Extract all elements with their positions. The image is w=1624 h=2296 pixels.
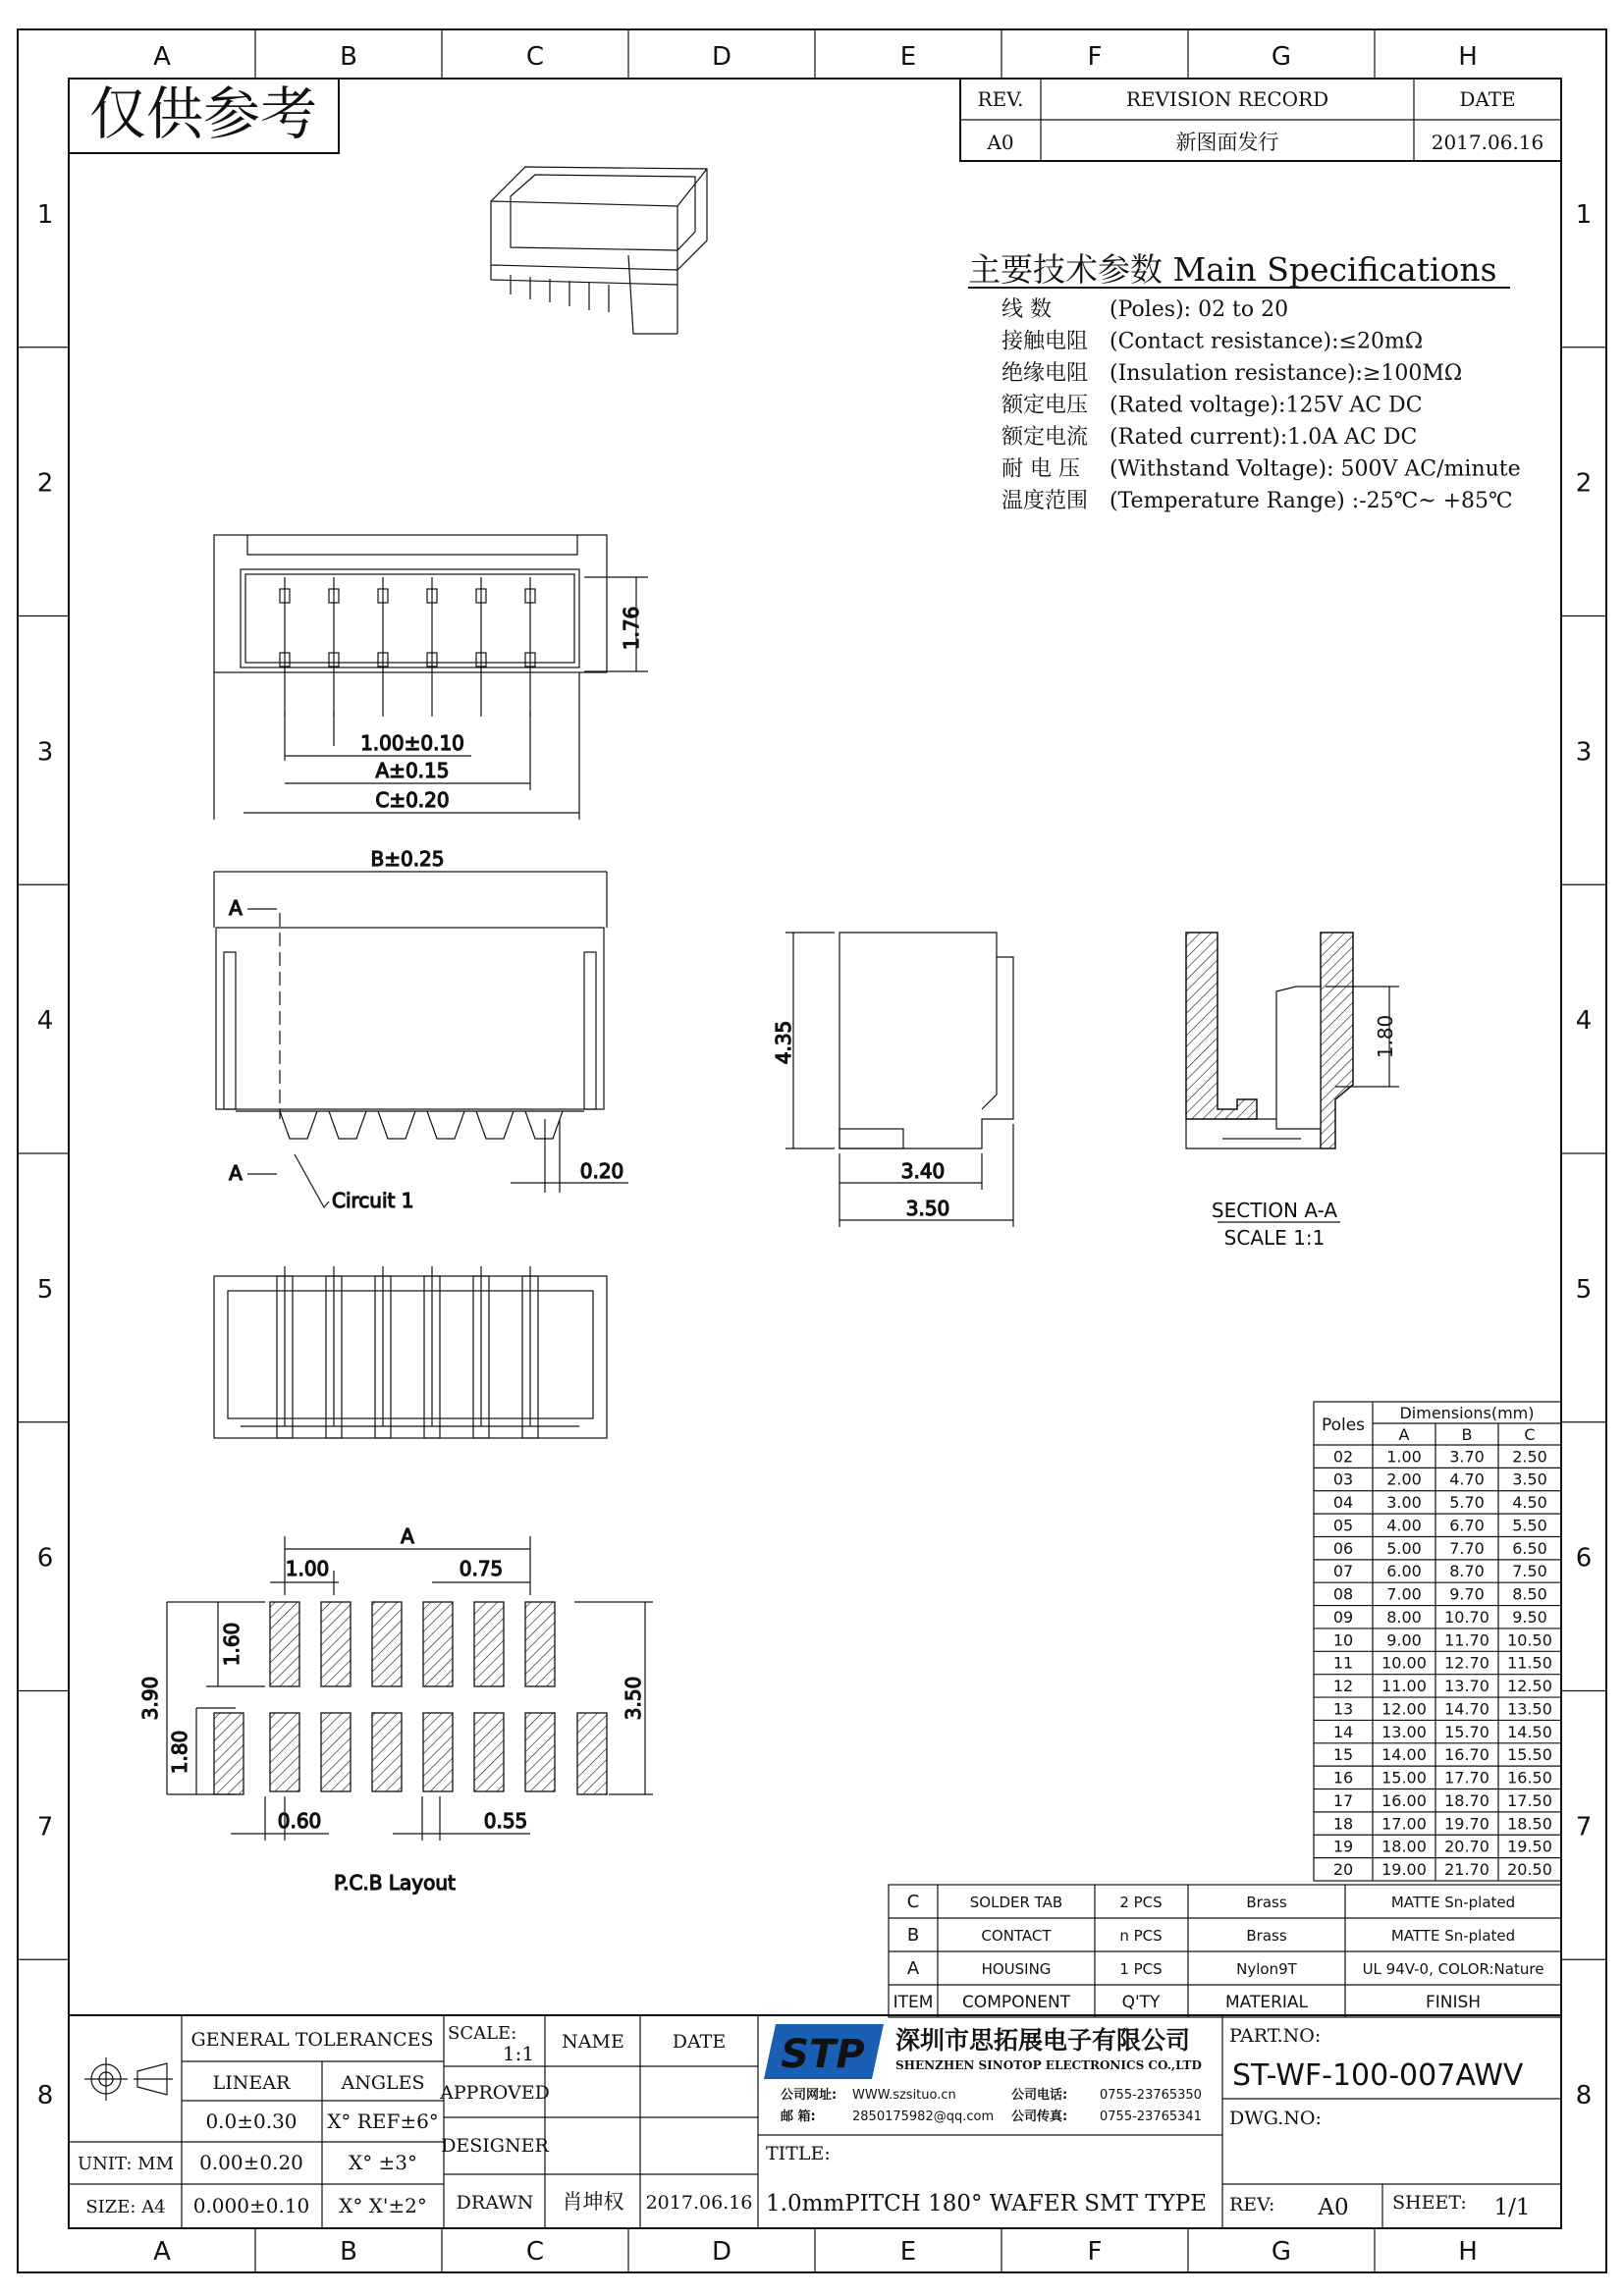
logo-text: STP [781, 2032, 865, 2077]
title-block [69, 2015, 1561, 2228]
col-label-top: D [711, 42, 732, 72]
dimtable-cell: 8.50 [1512, 1584, 1547, 1604]
part-no-value: ST-WF-100-007AWV [1232, 2058, 1524, 2093]
spec-label-cn: 温度范围 [1001, 489, 1089, 513]
stamp-text: 仅供参考 [88, 80, 318, 147]
dimtable-cell: 17.70 [1444, 1768, 1489, 1788]
revision-description: 新图面发行 [1175, 131, 1279, 154]
bom-header-cell: Q'TY [1121, 1993, 1161, 2012]
col-label-bottom: E [899, 2237, 917, 2267]
dimtable-cell: 13.00 [1381, 1722, 1427, 1741]
tol-linear-3: 0.000±0.10 [192, 2194, 310, 2217]
drawn-date: 2017.06.16 [645, 2192, 753, 2214]
sheet-label: SHEET: [1392, 2192, 1467, 2214]
dimtable-cell: 2.50 [1512, 1447, 1547, 1467]
col-label-top: A [153, 42, 171, 72]
specs-title: 主要技术参数 Main Specifications [968, 250, 1497, 289]
dim-3-50: 3.50 [905, 1197, 950, 1220]
dimtable-cell: 6.50 [1512, 1538, 1547, 1558]
bom-cell: MATTE Sn-plated [1390, 1894, 1516, 1911]
spec-label-cn: 线 数 [1001, 297, 1052, 322]
date-header: DATE [1459, 87, 1516, 111]
dimtable-col-a: A [1398, 1425, 1410, 1444]
section-mark-top: A [229, 896, 243, 920]
pcb-dim-3-50: 3.50 [622, 1676, 645, 1721]
revision-record-header: REVISION RECORD [1125, 87, 1329, 111]
drawing-title: 1.0mmPITCH 180° WAFER SMT TYPE [766, 2191, 1208, 2216]
row-label-left: 2 [36, 468, 54, 499]
spec-value-en: (Temperature Range) :-25℃~ +85℃ [1110, 489, 1513, 513]
rev-value-tb: A0 [1318, 2195, 1349, 2220]
dim-1-80-section: 1.80 [1374, 1014, 1397, 1059]
row-label-right: 5 [1575, 1274, 1593, 1305]
dimtable-cell: 20 [1332, 1860, 1354, 1879]
dimtable-cell: 12.50 [1507, 1677, 1552, 1696]
dimtable-cell: 16.50 [1507, 1768, 1552, 1788]
dimtable-cell: 14.00 [1381, 1745, 1427, 1765]
dimtable-cell: 04 [1332, 1493, 1354, 1513]
row-label-left: 7 [36, 1812, 54, 1842]
dimtable-cell: 08 [1332, 1584, 1354, 1604]
dimtable-cell: 16.00 [1381, 1790, 1427, 1810]
dim-c: C±0.20 [375, 788, 450, 812]
dimtable-cell: 16.70 [1444, 1745, 1489, 1765]
tol-angle-1: X° REF±6° [327, 2109, 439, 2133]
date-header-tb: DATE [672, 2031, 727, 2053]
spec-label-cn: 耐 电 压 [1001, 456, 1080, 482]
circuit-1-label: Circuit 1 [332, 1189, 414, 1212]
dimtable-cell: 11.50 [1507, 1653, 1552, 1673]
section-title: SECTION A-A [1211, 1199, 1338, 1222]
dim-4-35: 4.35 [772, 1020, 795, 1065]
dimtable-cell: 16 [1332, 1768, 1354, 1788]
bom-header-cell: FINISH [1425, 1993, 1482, 2012]
dimtable-cell: 19.00 [1381, 1860, 1427, 1879]
isometric-view [491, 167, 707, 334]
tel-label: 公司电话: [1011, 2088, 1068, 2103]
col-label-top: C [525, 42, 545, 72]
bottom-view [214, 1266, 607, 1438]
dimtable-cell: 12.00 [1381, 1699, 1427, 1719]
size-label: SIZE: A4 [85, 2197, 166, 2217]
company-logo [764, 2024, 884, 2079]
dimtable-cell: 18.00 [1381, 1837, 1427, 1856]
row-grid [18, 200, 1606, 2110]
rev-value: A0 [987, 131, 1014, 154]
company-name-cn: 深圳市思拓展电子有限公司 [895, 2026, 1191, 2055]
dimtable-cell: 7.00 [1386, 1584, 1422, 1604]
dimtable-cell: 19 [1332, 1837, 1354, 1856]
section-view [1186, 933, 1399, 1250]
col-label-top: B [340, 42, 357, 72]
sheet-value: 1/1 [1493, 2195, 1531, 2220]
dwg-no-label: DWG.NO: [1229, 2108, 1322, 2129]
revision-date: 2017.06.16 [1431, 131, 1544, 154]
spec-value-en: (Rated current):1.0A AC DC [1110, 425, 1418, 450]
fax-label: 公司传真: [1011, 2109, 1068, 2124]
spec-label-cn: 绝缘电阻 [1001, 361, 1089, 386]
bom-cell: 2 PCS [1119, 1894, 1163, 1911]
unit-label: UNIT: MM [77, 2154, 175, 2174]
dimtable-cell: 03 [1332, 1469, 1354, 1489]
dimtable-cell: 12 [1332, 1677, 1354, 1696]
bom-cell: CONTACT [981, 1927, 1052, 1945]
drawn-name: 肖坤权 [562, 2190, 624, 2214]
pcb-dim-0-60: 0.60 [277, 1809, 322, 1833]
general-tolerances-label: GENERAL TOLERANCES [190, 2029, 434, 2051]
dimtable-cell: 9.70 [1449, 1584, 1485, 1604]
spec-value-en: (Withstand Voltage): 500V AC/minute [1110, 456, 1521, 482]
col-label-top: E [899, 42, 917, 72]
dimtable-cell: 13 [1332, 1699, 1354, 1719]
dimtable-cell: 07 [1332, 1562, 1354, 1581]
scale-value: 1:1 [502, 2042, 535, 2065]
spec-label-cn: 额定电压 [1001, 393, 1089, 418]
dimtable-cell: 11 [1332, 1653, 1354, 1673]
dimtable-cell: 6.70 [1449, 1516, 1485, 1535]
dimtable-cell: 05 [1332, 1516, 1354, 1535]
col-label-bottom: B [340, 2237, 357, 2267]
angles-label: ANGLES [341, 2072, 425, 2094]
bom-cell: MATTE Sn-plated [1390, 1927, 1516, 1945]
dimtable-cell: 8.70 [1449, 1562, 1485, 1581]
dimtable-col-b: B [1461, 1425, 1473, 1444]
dimtable-cell: 10.00 [1381, 1653, 1427, 1673]
dim-b: B±0.25 [370, 847, 445, 871]
dimtable-cell: 5.00 [1386, 1538, 1422, 1558]
designer-label: DESIGNER [441, 2135, 549, 2157]
approved-label: APPROVED [440, 2082, 550, 2104]
tol-linear-2: 0.00±0.20 [199, 2151, 303, 2174]
dimtable-cell: 20.50 [1507, 1860, 1552, 1879]
dimtable-cell: 13.70 [1444, 1677, 1489, 1696]
col-label-bottom: G [1271, 2237, 1292, 2267]
rev-header: REV. [977, 87, 1024, 111]
dimtable-cell: 14.70 [1444, 1699, 1489, 1719]
dim-3-40: 3.40 [900, 1159, 946, 1183]
bom-cell: Brass [1246, 1894, 1287, 1911]
dimtable-cell: 19.70 [1444, 1814, 1489, 1834]
pcb-layout-label: P.C.B Layout [334, 1871, 456, 1895]
dimtable-cell: 20.70 [1444, 1837, 1489, 1856]
dimtable-cell: 14.50 [1507, 1722, 1552, 1741]
dimtable-cell: 09 [1332, 1607, 1354, 1627]
top-view [214, 535, 648, 820]
pcb-layout [138, 1524, 653, 1895]
row-label-left: 3 [36, 737, 54, 768]
bom-cell: 1 PCS [1119, 1960, 1163, 1978]
dimtable-cell: 02 [1332, 1447, 1354, 1467]
dimtable-cell: 17.50 [1507, 1790, 1552, 1810]
title-label: TITLE: [766, 2143, 831, 2164]
bom-header-cell: MATERIAL [1224, 1993, 1309, 2012]
bom-cell: C [906, 1892, 920, 1912]
dim-a: A±0.15 [375, 759, 450, 782]
dimtable-cell: 18.50 [1507, 1814, 1552, 1834]
dim-1-76: 1.76 [620, 606, 643, 651]
bom-header-cell: COMPONENT [961, 1993, 1071, 2012]
dimtable-cell: 2.00 [1386, 1469, 1422, 1489]
dimtable-cell: 14 [1332, 1722, 1354, 1741]
bom-cell: HOUSING [981, 1960, 1052, 1978]
row-label-right: 4 [1575, 1006, 1593, 1037]
pcb-dim-0-75: 0.75 [459, 1557, 504, 1580]
dimtable-cell: 5.70 [1449, 1493, 1485, 1513]
col-label-bottom: A [153, 2237, 171, 2267]
dimtable-cell: 10.50 [1507, 1630, 1552, 1650]
name-header: NAME [562, 2031, 624, 2053]
row-label-left: 6 [36, 1543, 54, 1574]
bom-header-cell: ITEM [893, 1993, 934, 2012]
dimtable-cell: 13.50 [1507, 1699, 1552, 1719]
dim-0-20: 0.20 [579, 1159, 624, 1183]
col-label-bottom: C [525, 2237, 545, 2267]
tel-value: 0755-23765350 [1100, 2088, 1202, 2103]
front-view [214, 847, 628, 1212]
row-label-right: 2 [1575, 468, 1593, 499]
dimtable-cell: 4.00 [1386, 1516, 1422, 1535]
row-label-left: 5 [36, 1274, 54, 1305]
dimtable-cell: 7.70 [1449, 1538, 1485, 1558]
spec-value-en: (Rated voltage):125V AC DC [1110, 393, 1423, 418]
spec-value-en: (Poles): 02 to 20 [1110, 297, 1289, 322]
dimtable-cell: 3.50 [1512, 1469, 1547, 1489]
dimtable-cell: 9.00 [1386, 1630, 1422, 1650]
spec-value-en: (Contact resistance):≤20mΩ [1110, 329, 1424, 354]
scale-label: SCALE: [448, 2023, 517, 2044]
dimtable-cell: 4.70 [1449, 1469, 1485, 1489]
dimtable-cell: 21.70 [1444, 1860, 1489, 1879]
bom-cell: SOLDER TAB [969, 1894, 1063, 1911]
pcb-dim-1-60: 1.60 [220, 1622, 244, 1667]
dimtable-cell: 3.00 [1386, 1493, 1422, 1513]
web-label: 公司网址: [781, 2088, 838, 2103]
rev-label-tb: REV: [1229, 2194, 1275, 2216]
row-label-left: 4 [36, 1006, 54, 1037]
row-label-right: 7 [1575, 1812, 1593, 1842]
bom-cell: Nylon9T [1236, 1960, 1297, 1978]
tol-linear-1: 0.0±0.30 [205, 2109, 298, 2133]
dimtable-cell: 6.00 [1386, 1562, 1422, 1581]
bom-cell: n PCS [1119, 1927, 1163, 1945]
bom-table [889, 1885, 1561, 2017]
pcb-dim-a: A [401, 1524, 414, 1548]
tol-angle-3: X° X'±2° [339, 2194, 427, 2217]
specifications [968, 250, 1521, 513]
dimtable-col-c: C [1524, 1425, 1536, 1444]
dimtable-dims-header: Dimensions(mm) [1399, 1404, 1535, 1422]
dimtable-cell: 18.70 [1444, 1790, 1489, 1810]
fax-value: 0755-23765341 [1100, 2109, 1202, 2124]
dimtable-cell: 19.50 [1507, 1837, 1552, 1856]
pcb-dim-0-55: 0.55 [483, 1809, 528, 1833]
col-label-top: G [1271, 42, 1292, 72]
section-mark-bottom: A [229, 1161, 243, 1185]
revision-table [960, 79, 1561, 161]
row-label-left: 8 [36, 2081, 54, 2111]
dimtable-cell: 15.00 [1381, 1768, 1427, 1788]
spec-label-cn: 额定电流 [1001, 425, 1089, 450]
dimtable-cell: 15 [1332, 1745, 1354, 1765]
row-label-left: 1 [36, 199, 54, 230]
pcb-dim-1-00: 1.00 [285, 1557, 330, 1580]
drawn-label: DRAWN [456, 2192, 534, 2214]
dimtable-cell: 10 [1332, 1630, 1354, 1650]
dimtable-cell: 15.70 [1444, 1722, 1489, 1741]
dimtable-cell: 11.70 [1444, 1630, 1489, 1650]
bom-cell: B [906, 1925, 920, 1946]
dimtable-poles-header: Poles [1321, 1415, 1366, 1435]
dimtable-cell: 5.50 [1512, 1516, 1547, 1535]
dimtable-cell: 17.00 [1381, 1814, 1427, 1834]
col-label-bottom: F [1087, 2237, 1103, 2267]
mail-label: 邮 箱: [781, 2109, 816, 2124]
bom-cell: Brass [1246, 1927, 1287, 1945]
bom-cell: A [906, 1958, 920, 1979]
dimtable-cell: 7.50 [1512, 1562, 1547, 1581]
web-value: WWW.szsituo.cn [852, 2088, 956, 2103]
pcb-dim-3-90: 3.90 [138, 1676, 162, 1721]
dimtable-cell: 9.50 [1512, 1607, 1547, 1627]
dimtable-cell: 06 [1332, 1538, 1354, 1558]
row-label-right: 8 [1575, 2081, 1593, 2111]
dimtable-cell: 15.50 [1507, 1745, 1552, 1765]
dimtable-cell: 4.50 [1512, 1493, 1547, 1513]
linear-label: LINEAR [212, 2072, 291, 2094]
dimtable-cell: 1.00 [1386, 1447, 1422, 1467]
dimtable-cell: 12.70 [1444, 1653, 1489, 1673]
dimtable-cell: 17 [1332, 1790, 1354, 1810]
section-scale: SCALE 1:1 [1223, 1226, 1326, 1250]
dimtable-cell: 10.70 [1444, 1607, 1489, 1627]
row-label-right: 3 [1575, 737, 1593, 768]
col-label-bottom: H [1458, 2237, 1478, 2267]
dimtable-cell: 11.00 [1381, 1677, 1427, 1696]
side-view [772, 933, 1013, 1227]
dimtable-cell: 3.70 [1449, 1447, 1485, 1467]
dimtable-cell: 18 [1332, 1814, 1354, 1834]
dim-pitch: 1.00±0.10 [360, 731, 464, 755]
col-label-top: H [1458, 42, 1478, 72]
mail-value: 2850175982@qq.com [852, 2109, 995, 2124]
part-no-label: PART.NO: [1229, 2025, 1322, 2047]
tol-angle-2: X° ±3° [348, 2151, 418, 2174]
pcb-dim-1-80: 1.80 [168, 1730, 191, 1775]
projection-symbol [84, 2057, 173, 2101]
spec-value-en: (Insulation resistance):≥100MΩ [1110, 361, 1463, 386]
bom-cell: UL 94V-0, COLOR:Nature [1362, 1960, 1544, 1978]
row-label-right: 6 [1575, 1543, 1593, 1574]
row-label-right: 1 [1575, 199, 1593, 230]
dimension-table [1314, 1402, 1561, 1881]
spec-label-cn: 接触电阻 [1001, 329, 1089, 354]
company-name-en: SHENZHEN SINOTOP ELECTRONICS CO.,LTD [895, 2058, 1202, 2072]
col-label-bottom: D [711, 2237, 732, 2267]
dimtable-cell: 8.00 [1386, 1607, 1422, 1627]
col-label-top: F [1087, 42, 1103, 72]
